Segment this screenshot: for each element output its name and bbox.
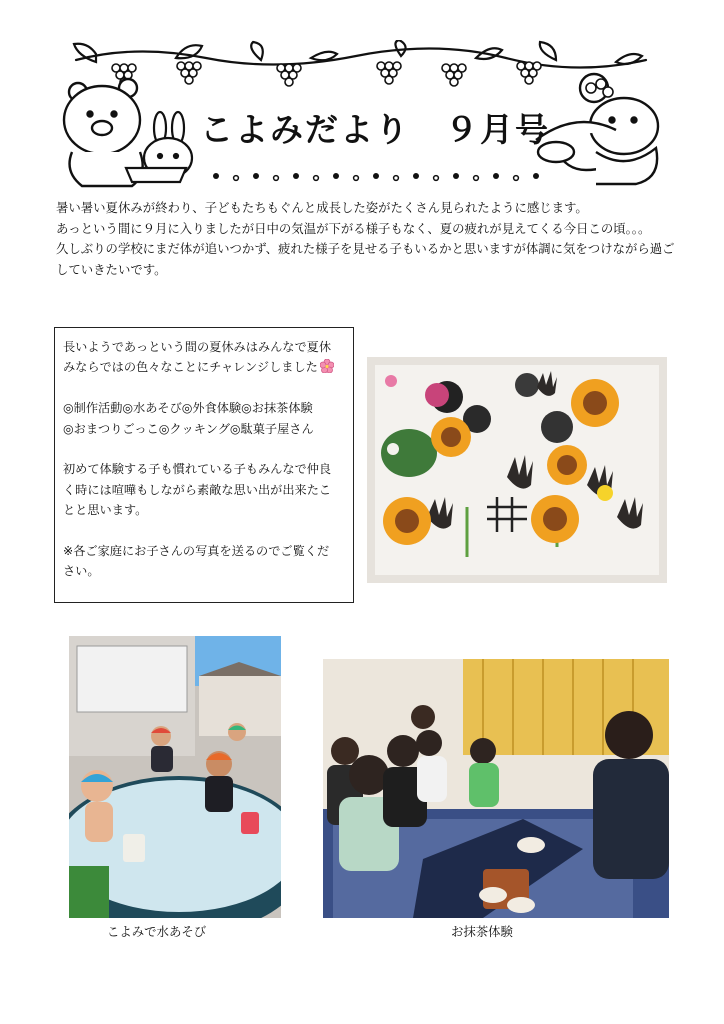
note-line: く時には喧嘩もしながら素敵な思い出が出来たこ [63, 482, 332, 497]
sunflower-icon [547, 445, 587, 485]
note-line: ※各ご家庭にお子さんの写真を送るのでご覧くだ [63, 544, 330, 559]
note-line: みならではの色々なことにチャレンジしました [63, 357, 345, 377]
intro-text [56, 198, 676, 280]
summer-activities-box [54, 327, 354, 603]
tea-ceremony-photo [323, 659, 669, 918]
sunflower-icon [571, 379, 619, 427]
sunflower-icon [431, 417, 471, 457]
mouse-illustration [536, 74, 658, 184]
tea-photo-caption: お抹茶体験 [451, 924, 513, 939]
sunflower-icon [531, 495, 579, 543]
intro-line: 暑い暑い夏休みが終わり、子どもたちもぐんと成長した姿がたくさん見られたように感じます。 [56, 200, 588, 215]
note-line: 長いようであっという間の夏休みはみんなで夏休 [63, 340, 332, 354]
note-line: 初めて体験する子も慣れている子もみんなで仲良 [63, 462, 332, 477]
leaf-icon [540, 42, 556, 60]
artwork-photo [367, 357, 667, 583]
leaf-icon [251, 42, 263, 60]
header-banner [56, 40, 668, 190]
intro-line: あっという間に９月に入りましたが日中の気温が下がる様子もなく、夏の疲れが見えてくる今日この頃。。。 [56, 220, 651, 236]
cherry-blossom-icon [320, 359, 334, 373]
pool-photo-caption: こよみで水あそび [107, 924, 207, 939]
pool-photo [69, 636, 281, 918]
note-line: さい。 [63, 564, 100, 579]
note-line: とと思います。 [63, 503, 148, 518]
note-line: ◎おまつりごっこ◎クッキング◎駄菓子屋さん [63, 421, 314, 436]
intro-line: 久しぶりの学校にまだ体が追いつかず、疲れた様子を見せる子もいるかと思いますが体調に気をつけながら過ご [56, 241, 675, 256]
sunflower-icon [383, 497, 431, 545]
intro-line: していきたいです。 [56, 261, 167, 277]
dot-border [213, 173, 539, 180]
note-line: ◎制作活動◎水あそび◎外食体験◎お抹茶体験 [63, 401, 313, 416]
leaf-icon [395, 40, 405, 56]
page-title: こよみだより ９月号 [200, 110, 550, 149]
grape-clusters [112, 62, 541, 86]
